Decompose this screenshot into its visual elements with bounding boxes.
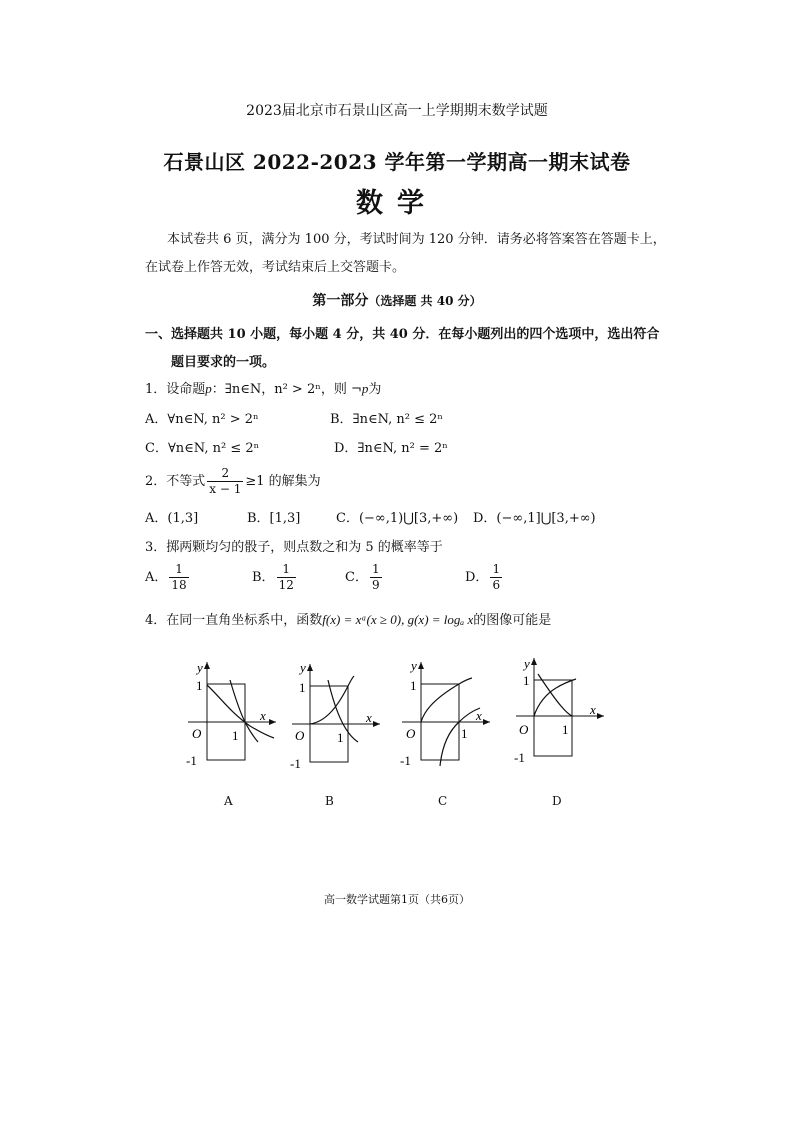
q3-b-label: B． bbox=[252, 570, 275, 585]
graph-c-one-x: 1 bbox=[461, 726, 468, 741]
graph-b-power-curve bbox=[310, 676, 354, 724]
graph-b bbox=[290, 660, 380, 771]
graph-a-x-arrow bbox=[269, 719, 276, 725]
graph-b-origin: O bbox=[295, 728, 305, 743]
graph-a-one-x: 1 bbox=[232, 728, 239, 743]
q3-c-label: C． bbox=[345, 570, 368, 585]
graph-d-origin: O bbox=[519, 722, 529, 737]
graph-c-power-curve bbox=[421, 678, 472, 722]
q1-p-2: p bbox=[361, 381, 369, 396]
q1-stem-b: ：∃n∈N， bbox=[211, 382, 275, 397]
graph-b-x-arrow bbox=[373, 721, 380, 727]
q2-stem-a: 2．不等式 bbox=[145, 474, 206, 489]
graph-c-x-arrow bbox=[483, 719, 490, 725]
q3-d-label: D． bbox=[465, 570, 489, 585]
q1-stem-d: 为 bbox=[368, 382, 382, 397]
graph-d-y-arrow bbox=[531, 658, 537, 665]
q4-stem-b: 的图像可能是 bbox=[473, 613, 552, 628]
q3-option-d bbox=[465, 562, 504, 593]
q3-option-a bbox=[145, 562, 191, 593]
q3-d-num: 1 bbox=[492, 562, 501, 576]
q3-b-fraction bbox=[277, 562, 296, 593]
graph-a-y-arrow bbox=[204, 662, 210, 669]
q3-option-b bbox=[252, 562, 298, 593]
graph-d-unit-box bbox=[534, 680, 572, 756]
q1-p: p bbox=[205, 381, 212, 396]
graph-b-neg-one: -1 bbox=[290, 756, 301, 771]
q2-option-c: C．(−∞,1)⋃[3,+∞) bbox=[336, 511, 459, 526]
intro-line-2: 在试卷上作答无效，考试结束后上交答题卡。 bbox=[145, 260, 406, 275]
graph-label-c: C bbox=[438, 794, 448, 808]
graph-d-one-x: 1 bbox=[562, 722, 569, 737]
graph-d-y-label: y bbox=[524, 656, 530, 671]
q3-a-den: 18 bbox=[171, 578, 187, 592]
q3-option-c bbox=[345, 562, 384, 593]
graph-label-d: D bbox=[552, 794, 562, 808]
graph-label-b: B bbox=[325, 794, 334, 808]
q3-a-num: 1 bbox=[169, 562, 188, 578]
graph-a bbox=[186, 660, 276, 768]
graph-d bbox=[514, 656, 604, 765]
graph-c bbox=[400, 658, 490, 768]
graph-d-x-arrow bbox=[597, 713, 604, 719]
graph-b-y-label: y bbox=[300, 660, 306, 675]
q2-option-b: B．[1,3] bbox=[247, 511, 301, 526]
question-4-stem bbox=[145, 609, 551, 628]
paper-title: 石景山区 2022-2023 学年第一学期高一期末试卷 bbox=[163, 150, 631, 174]
q3-b-num: 1 bbox=[277, 562, 296, 578]
q3-c-fraction bbox=[370, 562, 382, 593]
q2-frac-num: 2 bbox=[207, 466, 243, 482]
q1-option-c: C．∀n∈N, n² ≤ 2ⁿ bbox=[145, 441, 260, 456]
graph-a-origin: O bbox=[192, 726, 202, 741]
q2-fraction bbox=[207, 466, 243, 497]
q2-stem-b: ≥1 的解集为 bbox=[245, 474, 321, 489]
section-instruction-2: 题目要求的一项。 bbox=[171, 355, 276, 370]
graph-c-origin: O bbox=[406, 726, 416, 741]
graph-c-log-curve bbox=[440, 708, 480, 766]
graph-d-x-label: x bbox=[590, 702, 596, 717]
question-2-stem bbox=[145, 466, 321, 497]
question-1-stem bbox=[145, 378, 381, 397]
graph-b-y-arrow bbox=[307, 664, 313, 671]
graph-c-y-label: y bbox=[411, 658, 417, 673]
q3-d-den: 6 bbox=[492, 578, 501, 592]
q2-option-a: A．(1,3] bbox=[145, 511, 199, 526]
q1-option-d: D．∃n∈N, n² = 2ⁿ bbox=[334, 441, 448, 456]
document-header: 2023届北京市石景山区高一上学期期末数学试题 bbox=[246, 103, 548, 119]
q1-stem-a: 1．设命题 bbox=[145, 382, 206, 397]
q1-stem-c: ，则 ¬ bbox=[320, 382, 362, 397]
graph-label-a: A bbox=[224, 794, 233, 808]
graph-a-y-label: y bbox=[197, 660, 203, 675]
graph-a-x-label: x bbox=[260, 708, 266, 723]
q3-d-fraction bbox=[490, 562, 502, 593]
graph-d-one-y: 1 bbox=[523, 673, 530, 688]
question-3-stem: 3．掷两颗均匀的骰子，则点数之和为 5 的概率等于 bbox=[145, 540, 443, 555]
graph-b-one-x: 1 bbox=[337, 730, 344, 745]
graph-a-neg-one: -1 bbox=[186, 753, 197, 768]
part-note: （选择题 共 40 分） bbox=[368, 294, 482, 308]
part-title: 第一部分 bbox=[312, 293, 369, 309]
q2-option-d: D．(−∞,1]⋃[3,+∞) bbox=[473, 511, 596, 526]
q4-stem-a: 4．在同一直角坐标系中，函数 bbox=[145, 613, 323, 628]
q4-formula: f(x) = xᵃ(x ≥ 0), g(x) = logₐ x bbox=[322, 612, 474, 627]
graph-c-x-label: x bbox=[476, 708, 482, 723]
section-instruction-1: 一、选择题共 10 小题，每小题 4 分，共 40 分．在每小题列出的四个选项中，选出符合 bbox=[145, 327, 660, 342]
graph-c-one-y: 1 bbox=[410, 678, 417, 693]
graph-a-one-y: 1 bbox=[196, 678, 203, 693]
page-footer: 高一数学试题第1页（共6页） bbox=[324, 893, 470, 906]
graph-d-neg-one: -1 bbox=[514, 750, 525, 765]
graph-c-y-arrow bbox=[418, 662, 424, 669]
q1-condition: n² > 2ⁿ bbox=[274, 382, 321, 397]
q1-option-b: B．∃n∈N, n² ≤ 2ⁿ bbox=[330, 412, 444, 427]
q3-b-den: 12 bbox=[278, 578, 294, 592]
q3-c-den: 9 bbox=[371, 578, 380, 592]
graph-b-x-label: x bbox=[366, 710, 372, 725]
graph-b-one-y: 1 bbox=[299, 680, 306, 695]
part-heading bbox=[0, 290, 794, 310]
intro-line-1: 本试卷共 6 页，满分为 100 分，考试时间为 120 分钟．请务必将答案答在答题卡上， bbox=[167, 232, 666, 247]
subject-title: 数学 bbox=[356, 188, 438, 219]
q3-a-label: A． bbox=[145, 570, 168, 585]
q3-a-fraction bbox=[169, 562, 188, 593]
q2-frac-den: x − 1 bbox=[209, 482, 242, 496]
graph-c-neg-one: -1 bbox=[400, 753, 411, 768]
q4-graphs bbox=[170, 652, 620, 782]
q3-c-num: 1 bbox=[371, 562, 380, 576]
q1-option-a: A．∀n∈N, n² > 2ⁿ bbox=[145, 412, 259, 427]
